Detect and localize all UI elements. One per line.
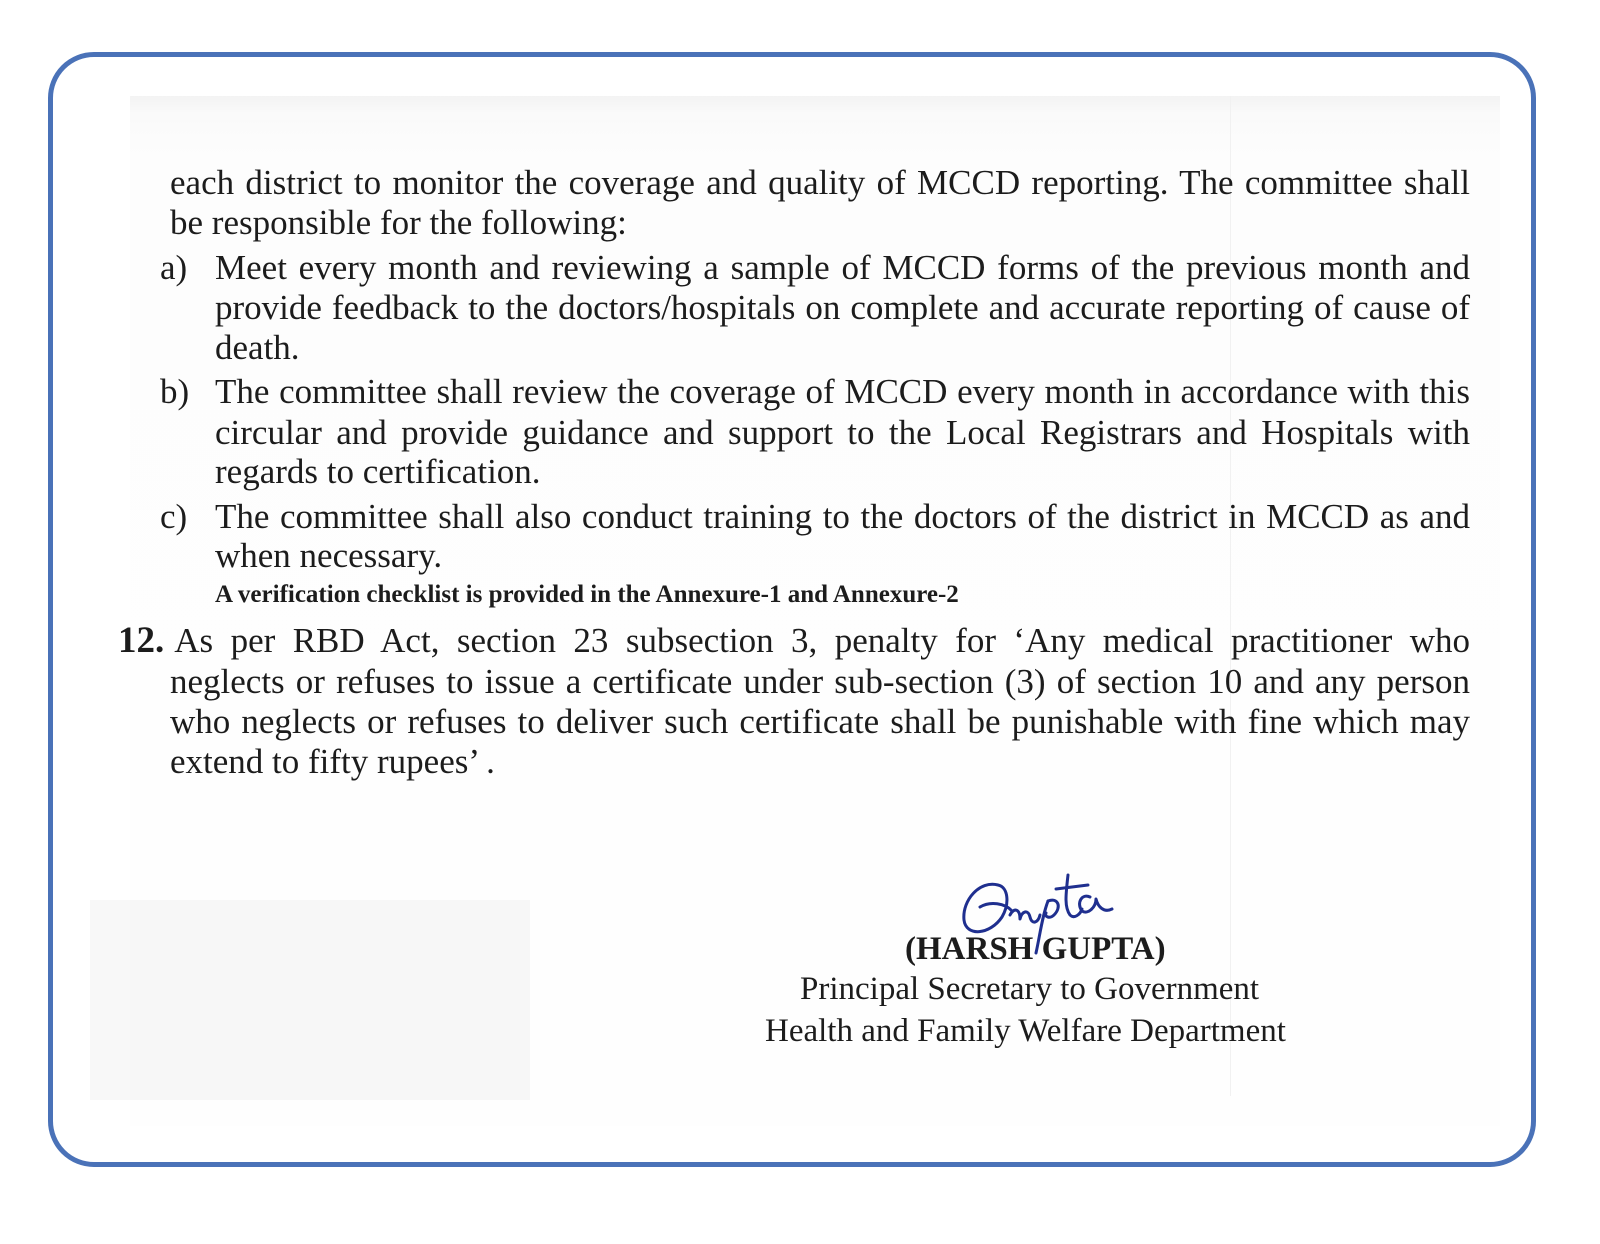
para-12-line-2: neglects or refuses to issue a certificate under sub-section (3) of section 10 and any person bbox=[170, 662, 1470, 701]
para-12-line-4: extend to fifty rupees’ . bbox=[170, 742, 495, 781]
item-a-line-3: death. bbox=[215, 328, 300, 367]
item-b-line-2: circular and provide guidance and support to the Local Registrars and Hospitals with bbox=[215, 413, 1470, 452]
item-c-line-2: when necessary. bbox=[215, 536, 443, 575]
page-fold-line bbox=[1230, 96, 1231, 1096]
para-12-number: 12. bbox=[118, 620, 165, 661]
signatory-title-2: Health and Family Welfare Department bbox=[765, 1013, 1286, 1049]
para-12-line-3: who neglects or refuses to deliver such certificate shall be punishable with fine which may bbox=[170, 702, 1470, 741]
verification-note: A verification checklist is provided in the Annexure-1 and Annexure-2 bbox=[215, 581, 959, 608]
item-a-line-2: provide feedback to the doctors/hospitals on complete and accurate reporting of cause of bbox=[215, 288, 1470, 327]
signatory-name: (HARSH GUPTA) bbox=[905, 931, 1166, 967]
item-b-line-1: The committee shall review the coverage of MCCD every month in accordance with this bbox=[215, 372, 1470, 411]
intro-line-1: each district to monitor the coverage and quality of MCCD reporting. The committee shall bbox=[170, 163, 1470, 202]
item-b-line-3: regards to certification. bbox=[215, 452, 541, 491]
signatory-title-1: Principal Secretary to Government bbox=[800, 971, 1260, 1007]
intro-line-2: be responsible for the following: bbox=[170, 203, 627, 242]
item-c-label: c) bbox=[160, 497, 188, 536]
scan-shadow bbox=[90, 900, 530, 1100]
item-c-line-1: The committee shall also conduct training to the doctors of the district in MCCD as and bbox=[215, 497, 1470, 536]
para-12-line-1 bbox=[118, 621, 1470, 661]
item-b-label: b) bbox=[160, 372, 190, 411]
item-a-line-1: Meet every month and reviewing a sample of MCCD forms of the previous month and bbox=[215, 248, 1470, 287]
para-12-text-1: As per RBD Act, section 23 subsection 3, penalty for ‘Any medical practitioner who bbox=[174, 621, 1470, 660]
item-a-label: a) bbox=[160, 248, 188, 287]
